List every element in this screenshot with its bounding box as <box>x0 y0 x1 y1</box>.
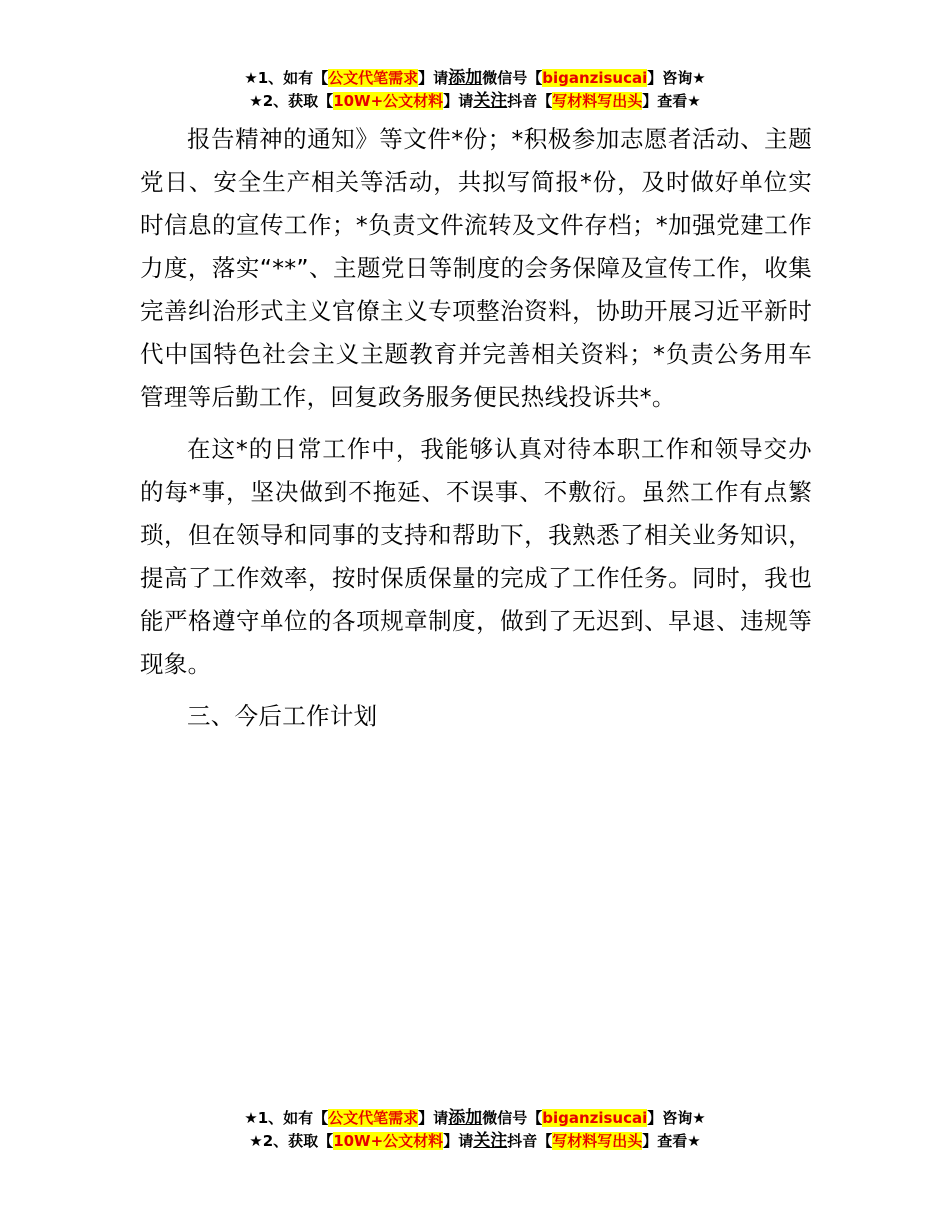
promo-line-1 <box>0 1107 950 1130</box>
document-body <box>140 118 812 747</box>
paragraph-daily-work: 在这*的日常工作中，我能够认真对待本职工作和领导交办的每*事，坚决做到不拖延、不误事、不敷衍。虽然工作有点繁琐，但在领导和同事的支持和帮助下，我熟悉了相关业务知识，提高了工作效率，按时保质保量的完成了工作任务。同时，我也能严格遵守单位的各项规章制度，做到了无迟到、早退、违规等现象。 <box>140 435 812 678</box>
promo-text: 】请 <box>418 1109 449 1127</box>
star-icon: ★ <box>249 92 263 110</box>
promo-underline: 关注 <box>473 91 508 111</box>
promo-highlight-douyin: 写材料写出头 <box>552 92 643 110</box>
promo-highlight: 公文代笔需求 <box>328 69 419 87</box>
promo-text: 微信号【 <box>482 1109 543 1127</box>
promo-text: 微信号【 <box>482 69 543 87</box>
paragraph-work-summary: 报告精神的通知》等文件*份；*积极参加志愿者活动、主题党日、安全生产相关等活动，共拟写简报*份，及时做好单位实时信息的宣传工作；*负责文件流转及文件存档；*加强党建工作力度，落实“**”、主题党日等制度的会务保障及宣传工作，收集完善纠治形式主义官僚主义专项整治资料，协助开展习近平新时代中国特色社会主义主题教育并完善相关资料；*负责公务用车管理等后勤工作，回复政务服务便民热线投诉共*。 <box>140 125 812 411</box>
promo-text: 】请 <box>443 1132 474 1150</box>
promo-text: 】查看★ <box>642 1132 701 1150</box>
promo-text: 】查看★ <box>642 92 701 110</box>
promo-line-2 <box>0 1130 950 1153</box>
promo-highlight-douyin: 写材料写出头 <box>552 1132 643 1150</box>
star-icon: ★ <box>249 1132 263 1150</box>
star-icon: ★ <box>244 69 258 87</box>
promo-highlight: 10W+公文材料 <box>333 92 444 110</box>
promo-highlight-wechat: biganzisucai <box>542 69 648 87</box>
promo-text: 2、获取【 <box>262 1132 334 1150</box>
top-promo-banner <box>0 67 950 113</box>
promo-highlight-wechat: biganzisucai <box>542 1109 648 1127</box>
promo-text: 】请 <box>443 92 474 110</box>
promo-text: 】咨询★ <box>647 69 706 87</box>
promo-text: 抖音【 <box>507 1132 553 1150</box>
bottom-promo-banner <box>0 1107 950 1153</box>
promo-underline: 添加 <box>448 1108 483 1128</box>
promo-highlight: 公文代笔需求 <box>328 1109 419 1127</box>
promo-line-1 <box>0 67 950 90</box>
promo-text: 1、如有【 <box>257 69 329 87</box>
promo-text: 抖音【 <box>507 92 553 110</box>
promo-highlight: 10W+公文材料 <box>333 1132 444 1150</box>
promo-line-2 <box>0 90 950 113</box>
promo-underline: 关注 <box>473 1131 508 1151</box>
promo-text: 】请 <box>418 69 449 87</box>
promo-text: 1、如有【 <box>257 1109 329 1127</box>
promo-text: 2、获取【 <box>262 92 334 110</box>
section-heading-future-plan: 三、今后工作计划 <box>187 702 378 730</box>
promo-text: 】咨询★ <box>647 1109 706 1127</box>
star-icon: ★ <box>244 1109 258 1127</box>
promo-underline: 添加 <box>448 68 483 88</box>
